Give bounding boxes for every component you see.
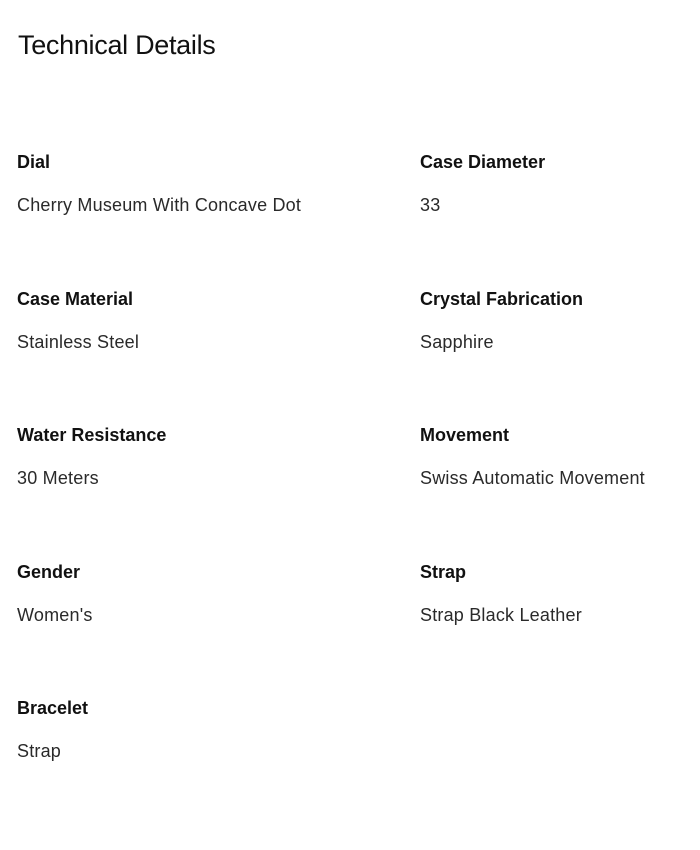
spec-value: 33 — [420, 195, 441, 215]
spec-bracelet — [17, 696, 420, 833]
spec-value: Sapphire — [420, 331, 494, 352]
spec-crystal-fabrication — [420, 287, 687, 424]
spec-label: Bracelet — [17, 698, 89, 718]
spec-label: Crystal Fabrication — [420, 288, 584, 309]
spec-case-material — [17, 287, 420, 424]
spec-label: Case Diameter — [420, 152, 546, 172]
spec-label: Gender — [17, 561, 81, 582]
spec-movement — [420, 423, 687, 560]
section-title: Technical Details — [18, 30, 216, 60]
spec-value: Stainless Steel — [17, 331, 140, 352]
spec-value: Cherry Museum With Concave Dot — [17, 195, 302, 215]
spec-case-diameter — [420, 150, 687, 287]
spec-value: 30 Meters — [17, 468, 99, 488]
spec-value: Strap Black Leather — [420, 604, 582, 625]
spec-water-resistance — [17, 423, 420, 560]
spec-gender — [17, 560, 420, 697]
spec-value: Swiss Automatic Movement — [420, 468, 645, 488]
spec-label: Strap — [420, 561, 467, 582]
spec-value: Strap — [17, 741, 62, 761]
spec-strap — [420, 560, 687, 697]
technical-details-grid — [17, 150, 687, 833]
spec-label: Dial — [17, 152, 51, 172]
spec-label: Water Resistance — [17, 425, 167, 445]
spec-label: Case Material — [17, 288, 134, 309]
spec-label: Movement — [420, 425, 510, 445]
spec-dial — [17, 150, 420, 287]
spec-value: Women's — [17, 604, 93, 625]
